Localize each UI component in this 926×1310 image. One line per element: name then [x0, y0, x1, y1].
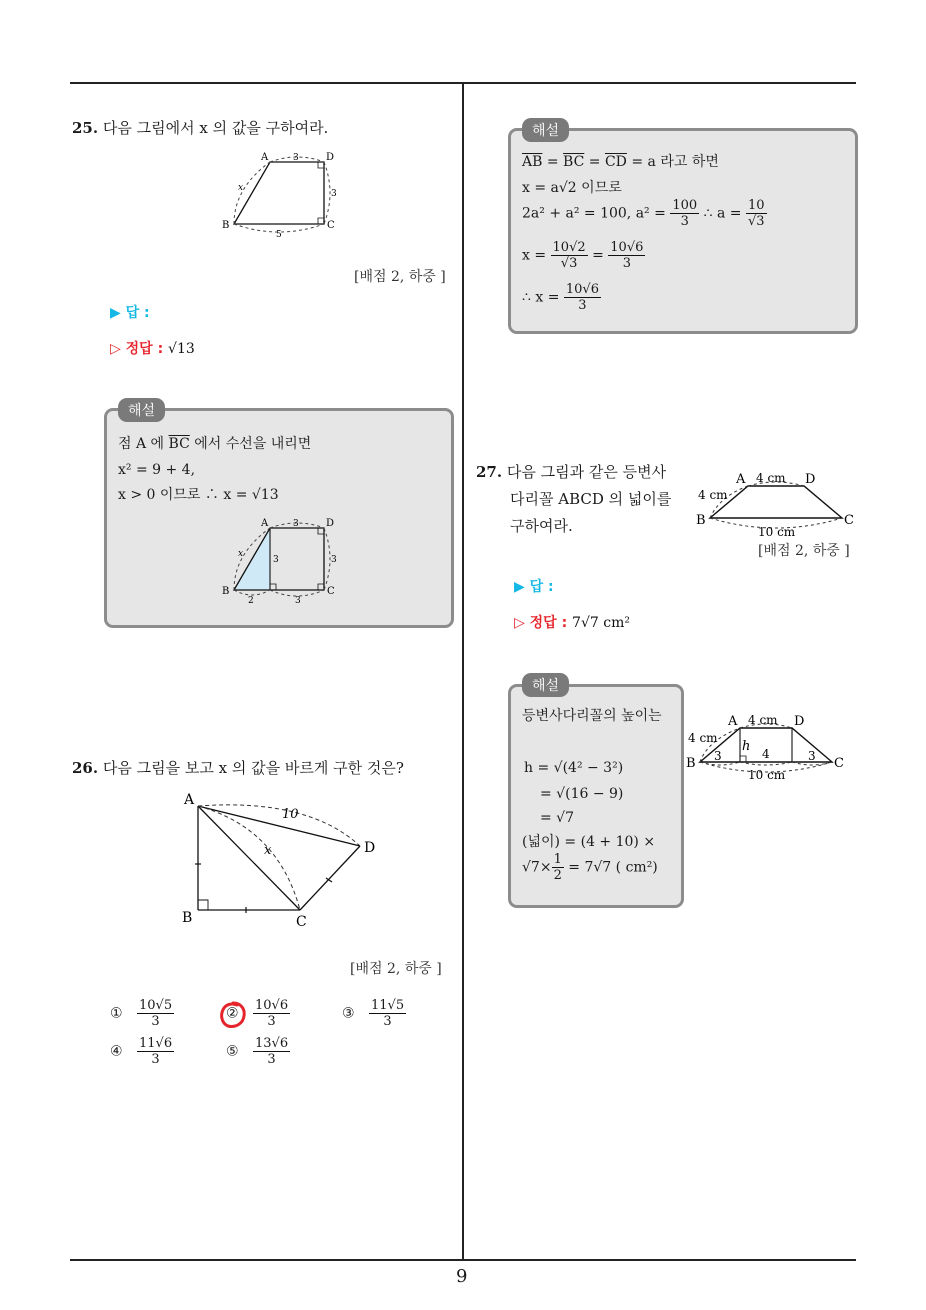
- q27-solution-figure: [684, 706, 856, 786]
- bottom-rule: [70, 1259, 856, 1261]
- q25-solution-figure: [218, 514, 346, 606]
- q26-sol-l3-f2n: 10: [746, 198, 767, 214]
- q27-sol-l6-frac: [552, 852, 564, 883]
- q25-solution-tag: 해설: [118, 398, 165, 422]
- q26-sol-l4-frac2: [608, 240, 645, 271]
- q27-number: 27.: [476, 463, 503, 481]
- choice-5-mark: ⑤: [226, 1043, 239, 1060]
- q27-fig-label-B: B: [696, 513, 706, 528]
- q26-sol-l3-pre: 2a² + a² = 100, a² =: [522, 205, 666, 222]
- q25s-fig-top: 3: [293, 519, 299, 529]
- q27-fig-top: 4 cm: [756, 471, 786, 485]
- q26-question-text: 다음 그림을 보고 x 의 값을 바르게 구한 것은?: [102, 759, 404, 777]
- choice-1-fraction: [137, 998, 174, 1029]
- q27-question-text-l1: 다음 그림과 같은 등변사: [506, 463, 667, 481]
- q25-correct: [110, 338, 195, 358]
- choice-4-num: 11√6: [139, 1036, 173, 1051]
- q26-fig-x: x: [264, 843, 272, 858]
- q25-sol-line1: [118, 434, 311, 454]
- q26-sol-l5-fn: 10√6: [565, 282, 599, 297]
- q27-fig-label-C: C: [844, 513, 854, 528]
- q27-correct-label: ▷ 정답 :: [514, 615, 568, 631]
- q26-sol-l3-mid: ∴ a =: [703, 205, 742, 222]
- selected-answer-circle-icon: [218, 1000, 248, 1030]
- choice-3-den: 3: [383, 1014, 392, 1029]
- q27s-fig-label-D: D: [794, 714, 805, 729]
- q26-choice-4[interactable]: [110, 1036, 174, 1067]
- q27-sol-l6-fd: 2: [553, 868, 562, 883]
- q25-sol-line1-bc: $\overline{BC}$: [168, 436, 190, 452]
- choice-5-num: 13√6: [255, 1036, 289, 1051]
- q26-sol-eq1: =: [542, 154, 564, 170]
- q27-points: [배점 2, 하중 ]: [758, 543, 850, 559]
- q26-fig-label-D: D: [364, 840, 376, 856]
- q26-question: [72, 758, 404, 778]
- q26-sol-l4-f2n: 10√6: [610, 240, 644, 255]
- q26-sol-line1: [522, 152, 719, 172]
- q25-figure: [218, 148, 346, 240]
- choice-2-den: 3: [267, 1014, 276, 1029]
- q27-sol-line1: 등변사다리꼴의 높이는: [522, 708, 662, 724]
- choice-2-num: 10√6: [255, 998, 289, 1013]
- q26-sol-l4-frac1: [551, 240, 588, 271]
- q26-sol-l3-frac2: [746, 198, 767, 229]
- q27-fig-left: 4 cm: [698, 488, 728, 502]
- q26-fig-label-A: A: [184, 792, 195, 808]
- q25-question-text: 다음 그림에서 x 의 값을 구하여라.: [102, 119, 329, 137]
- q26-sol-l5-pre: ∴ x =: [522, 289, 560, 306]
- q26-choice-1[interactable]: [110, 998, 174, 1029]
- q27-fig-label-D: D: [805, 472, 816, 487]
- q25-fig-bottom: 5: [276, 230, 282, 240]
- column-divider: [462, 83, 464, 1261]
- q25s-fig-right: 3: [331, 555, 337, 565]
- q25s-fig-label-B: B: [222, 586, 230, 597]
- q27-correct-value: 7√7 cm²: [572, 615, 630, 631]
- q25-sol-line3: x > 0 이므로 ∴ x = √13: [118, 487, 279, 503]
- choice-1-mark: ①: [110, 1005, 123, 1022]
- q25-fig-label-C: C: [327, 220, 335, 231]
- q27-sol-line2: h = √(4² − 3²): [524, 760, 624, 776]
- q27-correct: [514, 612, 630, 632]
- q27-sol-line6: [522, 852, 658, 883]
- q25-sol-line2: x² = 9 + 4,: [118, 462, 196, 478]
- q26-fig-ten: 10: [282, 807, 299, 822]
- q27-sol-line3: = √(16 − 9): [540, 786, 624, 802]
- q27s-fig-label-C: C: [834, 756, 844, 771]
- page-number: 9: [456, 1266, 468, 1287]
- q27-sol-l6-post: = 7√7 ( cm²): [568, 859, 658, 876]
- choice-4-den: 3: [151, 1052, 160, 1067]
- choice-4-fraction: [137, 1036, 174, 1067]
- q27-answer-label: ▶ 답 :: [514, 579, 554, 595]
- choice-1-num: 10√5: [139, 998, 173, 1013]
- q26-figure: [178, 788, 388, 930]
- choice-5-den: 3: [267, 1052, 276, 1067]
- q26-points: [배점 2, 하중 ]: [350, 961, 442, 977]
- q26-sol-line2: x = a√2 이므로: [522, 180, 622, 196]
- q25s-fig-bl: 2: [248, 596, 254, 606]
- q25-fig-label-B: B: [222, 220, 230, 231]
- q27s-fig-label-B: B: [686, 756, 696, 771]
- q26-number: 26.: [72, 759, 99, 777]
- q26-choice-3[interactable]: [342, 998, 406, 1029]
- q25s-fig-mid: 3: [273, 555, 279, 565]
- q27-fig-bottom: 10 cm: [758, 525, 796, 539]
- q26-sol-l5-fd: 3: [578, 298, 587, 313]
- q27s-fig-top: 4 cm: [748, 713, 778, 727]
- q26-sol-line4: [522, 240, 645, 271]
- q27-solution-tag: 해설: [522, 673, 569, 697]
- q25s-fig-x: x: [238, 549, 244, 559]
- q26-fig-label-C: C: [296, 914, 307, 930]
- q25-fig-label-D: D: [326, 152, 335, 163]
- q27s-fig-s1: 3: [714, 749, 722, 763]
- q25-answer-label: ▶ 답 :: [110, 305, 150, 321]
- q27s-fig-bottom: 10 cm: [748, 768, 786, 782]
- choice-3-fraction: [369, 998, 406, 1029]
- q27-sol-line5: (넓이) = (4 + 10) ×: [522, 834, 656, 850]
- q25-number: 25.: [72, 119, 99, 137]
- q26-sol-ab: $\overline{AB}$: [522, 154, 543, 170]
- q26-sol-line1-post: = a 라고 하면: [626, 154, 719, 170]
- choice-2-fraction: [253, 998, 290, 1029]
- q26-sol-l4-f1d: √3: [560, 256, 578, 271]
- choice-4-mark: ④: [110, 1043, 123, 1060]
- q26-sol-l4-eq: =: [592, 247, 604, 264]
- choice-3-num: 11√5: [371, 998, 405, 1013]
- q26-fig-label-B: B: [182, 910, 193, 926]
- q25-correct-label: ▷ 정답 :: [110, 341, 164, 357]
- q27s-fig-s2: 4: [762, 747, 770, 761]
- q25s-fig-label-A: A: [261, 518, 269, 529]
- q27-question-l1: [476, 462, 666, 482]
- q26-sol-line3: [522, 198, 767, 229]
- q27-fig-label-A: A: [736, 472, 746, 487]
- q25-correct-value: √13: [168, 341, 195, 357]
- q27-sol-l6-pre: √7×: [522, 859, 552, 876]
- choice-5-fraction: [253, 1036, 290, 1067]
- choice-2-mark: ②: [226, 1005, 239, 1022]
- q27-question-l3: 구하여라.: [510, 517, 573, 535]
- q25-sol-line1-pre: 점 A 에: [118, 436, 169, 452]
- q27s-fig-left: 4 cm: [688, 731, 718, 745]
- q27s-fig-h: h: [742, 739, 751, 754]
- q25s-fig-label-D: D: [326, 518, 335, 529]
- q26-sol-l3-f2d: √3: [747, 214, 765, 229]
- q26-sol-l5-frac: [564, 282, 601, 313]
- q26-sol-l3-f1d: 3: [680, 214, 689, 229]
- q26-sol-l4-f1n: 10√2: [552, 240, 586, 255]
- q27-sol-line4: = √7: [540, 810, 575, 826]
- q26-sol-bc: $\overline{BC}$: [563, 154, 585, 170]
- q25-fig-x: x: [238, 183, 244, 193]
- q27-sol-l6-fn: 1: [553, 852, 562, 867]
- q27s-fig-label-A: A: [728, 714, 738, 729]
- q25s-fig-br: 3: [295, 596, 301, 606]
- q25-points: [배점 2, 하중 ]: [354, 269, 446, 285]
- q26-solution-tag: 해설: [522, 118, 569, 142]
- choice-3-mark: ③: [342, 1005, 355, 1022]
- choice-1-den: 3: [151, 1014, 160, 1029]
- q26-sol-eq2: =: [584, 154, 605, 170]
- q26-sol-cd: $\overline{CD}$: [604, 154, 627, 170]
- q27s-fig-s3: 3: [808, 749, 816, 763]
- q26-sol-l4-pre: x =: [522, 247, 547, 264]
- q26-sol-l4-f2d: 3: [622, 256, 631, 271]
- q25-fig-label-A: A: [261, 152, 269, 163]
- q25-sol-line1-post: 에서 수선을 내리면: [189, 436, 312, 452]
- q25-fig-right: 3: [331, 189, 337, 199]
- q27-figure: [692, 466, 862, 542]
- q26-sol-l3-frac1: [670, 198, 699, 229]
- q26-choice-5[interactable]: [226, 1036, 290, 1067]
- q26-sol-line5: [522, 282, 601, 313]
- q26-sol-l3-f1n: 100: [672, 198, 698, 213]
- q25-question: [72, 118, 328, 138]
- q27-question-l2: 다리꼴 ABCD 의 넓이를: [510, 490, 672, 508]
- q25-fig-top: 3: [293, 153, 299, 163]
- q25s-fig-label-C: C: [327, 586, 335, 597]
